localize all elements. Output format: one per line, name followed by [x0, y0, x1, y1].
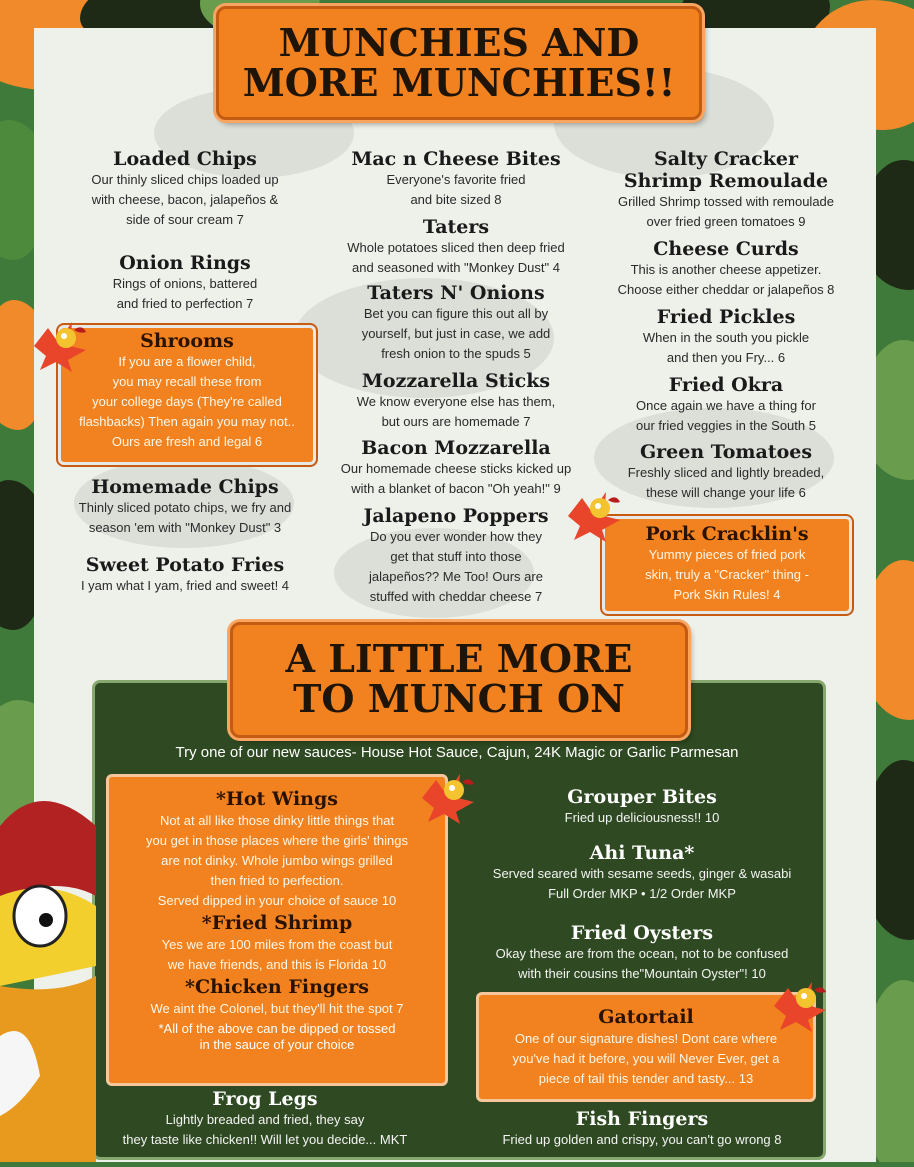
item-desc: Okay these are from the ocean, not to be confused: [495, 946, 789, 961]
item-desc: yourself, but just in case, we add: [361, 326, 551, 341]
item-name: Salty Cracker: [654, 148, 798, 170]
item-desc: you get in those places where the girls' things: [146, 833, 408, 848]
menu-item-fried-pickles: [598, 306, 854, 368]
item-desc: Fried up golden and crispy, you can't go wrong 8: [502, 1132, 782, 1147]
menu-item-homemade-chips: [55, 476, 315, 538]
item-desc: Not at all like those dinky little things that: [159, 813, 395, 828]
item-desc: I yam what I yam, fried and sweet! 4: [80, 578, 290, 593]
item-desc: and seasoned with "Monkey Dust" 4: [352, 260, 560, 275]
item-desc: We aint the Colonel, but they'll hit the spot 7: [150, 1001, 404, 1016]
rooster-mascot-icon: [416, 768, 480, 826]
item-desc: Choose either cheddar or jalapeños 8: [617, 282, 835, 297]
item-desc: jalapeños?? Me Too! Ours are: [369, 569, 543, 584]
item-desc: Fried up deliciousness!! 10: [564, 810, 720, 825]
item-desc: with a blanket of bacon "Oh yeah!" 9: [351, 481, 561, 496]
item-desc: Served seared with sesame seeds, ginger & wasabi: [492, 866, 792, 881]
item-name: Fried Oysters: [570, 922, 714, 944]
item-desc: Our thinly sliced chips loaded up: [91, 172, 279, 187]
item-desc: skin, truly a "Cracker" thing -: [645, 567, 809, 582]
menu-item-mozzarella-sticks: [325, 370, 587, 432]
item-desc: and bite sized 8: [410, 192, 502, 207]
item-desc: with cheese, bacon, jalapeños &: [91, 192, 279, 207]
item-desc: Our homemade cheese sticks kicked up: [340, 461, 572, 476]
item-desc: then fried to perfection.: [210, 873, 344, 888]
little-more-banner: [230, 622, 688, 738]
item-desc: Pork Skin Rules! 4: [673, 587, 781, 602]
sauces-tagline: Try one of our new sauces- House Hot Sauce, Cajun, 24K Magic or Garlic Parmesan: [175, 744, 739, 761]
item-name: Mac n Cheese Bites: [351, 148, 561, 170]
item-name: Ahi Tuna*: [589, 842, 695, 864]
item-name: Loaded Chips: [113, 148, 257, 170]
pork-cracklins-box: [602, 516, 852, 614]
item-desc: these will change your life 6: [646, 485, 806, 500]
menu-item-fried-okra: [598, 374, 854, 436]
menu-item-green-tomatoes: [598, 441, 854, 503]
item-name: Fish Fingers: [575, 1108, 709, 1130]
item-desc: and fried to perfection 7: [116, 296, 254, 311]
item-name: Fried Pickles: [656, 306, 796, 328]
item-desc: over fried green tomatoes 9: [646, 214, 806, 229]
rooster-mascot-icon: [28, 316, 92, 374]
menu-item-fried-oysters: [462, 922, 822, 984]
item-name: Green Tomatoes: [639, 441, 813, 463]
item-desc: they taste like chicken!! Will let you decide... MKT: [122, 1132, 408, 1147]
menu-item-grouper-bites: [462, 786, 822, 828]
item-desc: Freshly sliced and lightly breaded,: [627, 465, 825, 480]
item-desc: your college days (They're called: [92, 394, 282, 409]
menu-item-bacon-mozzarella: [320, 437, 592, 499]
item-desc: our fried veggies in the South 5: [636, 418, 816, 433]
sauce-note: *All of the above can be dipped or tossed: [158, 1021, 396, 1036]
item-name: *Hot Wings: [216, 788, 338, 810]
item-desc: Ours are fresh and legal 6: [111, 434, 263, 449]
item-desc: piece of tail this tender and tasty... 13: [538, 1071, 754, 1086]
item-name: Taters N' Onions: [367, 282, 545, 304]
item-desc: with their cousins the"Mountain Oyster"! 10: [518, 966, 766, 981]
item-desc: One of our signature dishes! Dont care where: [514, 1031, 778, 1046]
rooster-mascot-icon: [768, 976, 832, 1034]
item-desc: Yummy pieces of fried pork: [648, 547, 806, 562]
gatortail-box: [476, 992, 816, 1102]
item-name: Homemade Chips: [91, 476, 279, 498]
item-name: Sweet Potato Fries: [85, 554, 285, 576]
shrooms-box: [58, 325, 316, 465]
item-desc: Bet you can figure this out all by: [363, 306, 549, 321]
item-desc: side of sour cream 7: [126, 212, 244, 227]
menu-item-loaded-chips: [60, 148, 310, 230]
item-name: Grouper Bites: [567, 786, 717, 808]
item-desc: Once again we have a thing for: [636, 398, 816, 413]
item-desc: Whole potatoes sliced then deep fried: [347, 240, 565, 255]
item-desc: you may recall these from: [112, 374, 262, 389]
menu-item-fish-fingers: [462, 1108, 822, 1150]
item-name: Taters: [422, 216, 490, 238]
item-desc: and then you Fry... 6: [666, 350, 786, 365]
menu-item-frog-legs: [100, 1088, 430, 1150]
sauce-note: in the sauce of your choice: [199, 1037, 355, 1052]
item-desc: Thinly sliced potato chips, we fry and: [78, 500, 292, 515]
banner-line-2: TO MUNCH ON: [293, 675, 625, 721]
menu-item-onion-rings: [60, 252, 310, 314]
item-name-line-2: Shrimp Remoulade: [623, 170, 829, 192]
item-desc: This is another cheese appetizer.: [630, 262, 822, 277]
item-desc: stuffed with cheddar cheese 7: [369, 589, 543, 604]
item-name: Pork Cracklin's: [645, 523, 809, 545]
item-desc: If you are a flower child,: [118, 354, 256, 369]
menu-item-taters-n-onions: [325, 282, 587, 364]
menu-item-cheese-curds: [598, 238, 854, 300]
item-desc: Rings of onions, battered: [112, 276, 258, 291]
banner-line-2: MORE MUNCHIES!!: [242, 59, 676, 105]
item-name: Fried Okra: [668, 374, 784, 396]
item-desc: Do you ever wonder how they: [370, 529, 542, 544]
menu-item-salty-cracker-shrimp: [598, 148, 854, 232]
munchies-banner: [216, 6, 702, 120]
item-name: *Chicken Fingers: [185, 976, 369, 998]
item-name: Frog Legs: [212, 1088, 318, 1110]
menu-item-mac-n-cheese-bites: [325, 148, 587, 210]
item-desc: Full Order MKP • 1/2 Order MKP: [548, 886, 736, 901]
menu-item-taters: [325, 216, 587, 278]
item-name: Cheese Curds: [653, 238, 799, 260]
rooster-mascot-icon: [562, 486, 626, 544]
big-rooster-mascot-icon: [0, 786, 100, 1162]
item-desc: get that stuff into those: [390, 549, 522, 564]
item-desc: you've had it before, you will Never Ever, get a: [512, 1051, 780, 1066]
item-name: *Fried Shrimp: [201, 912, 353, 934]
item-desc: Lightly breaded and fried, they say: [165, 1112, 365, 1127]
item-desc: Served dipped in your choice of sauce 10: [157, 893, 397, 908]
menu-item-jalapeno-poppers: [325, 505, 587, 607]
item-desc: we have friends, and this is Florida 10: [167, 957, 387, 972]
item-desc: Grilled Shrimp tossed with remoulade: [617, 194, 835, 209]
item-desc: We know everyone else has them,: [356, 394, 556, 409]
item-name: Jalapeno Poppers: [363, 505, 549, 527]
item-desc: season 'em with "Monkey Dust" 3: [88, 520, 282, 535]
item-desc: flashbacks) Then again you may not..: [79, 414, 295, 429]
banner-line-1: A LITTLE MORE: [285, 636, 633, 681]
item-desc: Everyone's favorite fried: [386, 172, 526, 187]
item-desc: When in the south you pickle: [642, 330, 810, 345]
banner-line-1: MUNCHIES AND: [278, 20, 640, 65]
item-name: Gatortail: [598, 1006, 694, 1028]
menu-item-ahi-tuna: [462, 842, 822, 904]
item-desc: but ours are homemade 7: [381, 414, 531, 429]
item-name: Shrooms: [140, 330, 234, 352]
item-name: Mozzarella Sticks: [361, 370, 551, 392]
item-name: Onion Rings: [119, 252, 251, 274]
item-desc: fresh onion to the spuds 5: [381, 346, 531, 361]
item-desc: Yes we are 100 miles from the coast but: [161, 937, 393, 952]
wings-box: [106, 774, 448, 1086]
item-name: Bacon Mozzarella: [361, 437, 551, 459]
item-desc: are not dinky. Whole jumbo wings grilled: [161, 853, 393, 868]
menu-item-sweet-potato-fries: [55, 554, 315, 596]
